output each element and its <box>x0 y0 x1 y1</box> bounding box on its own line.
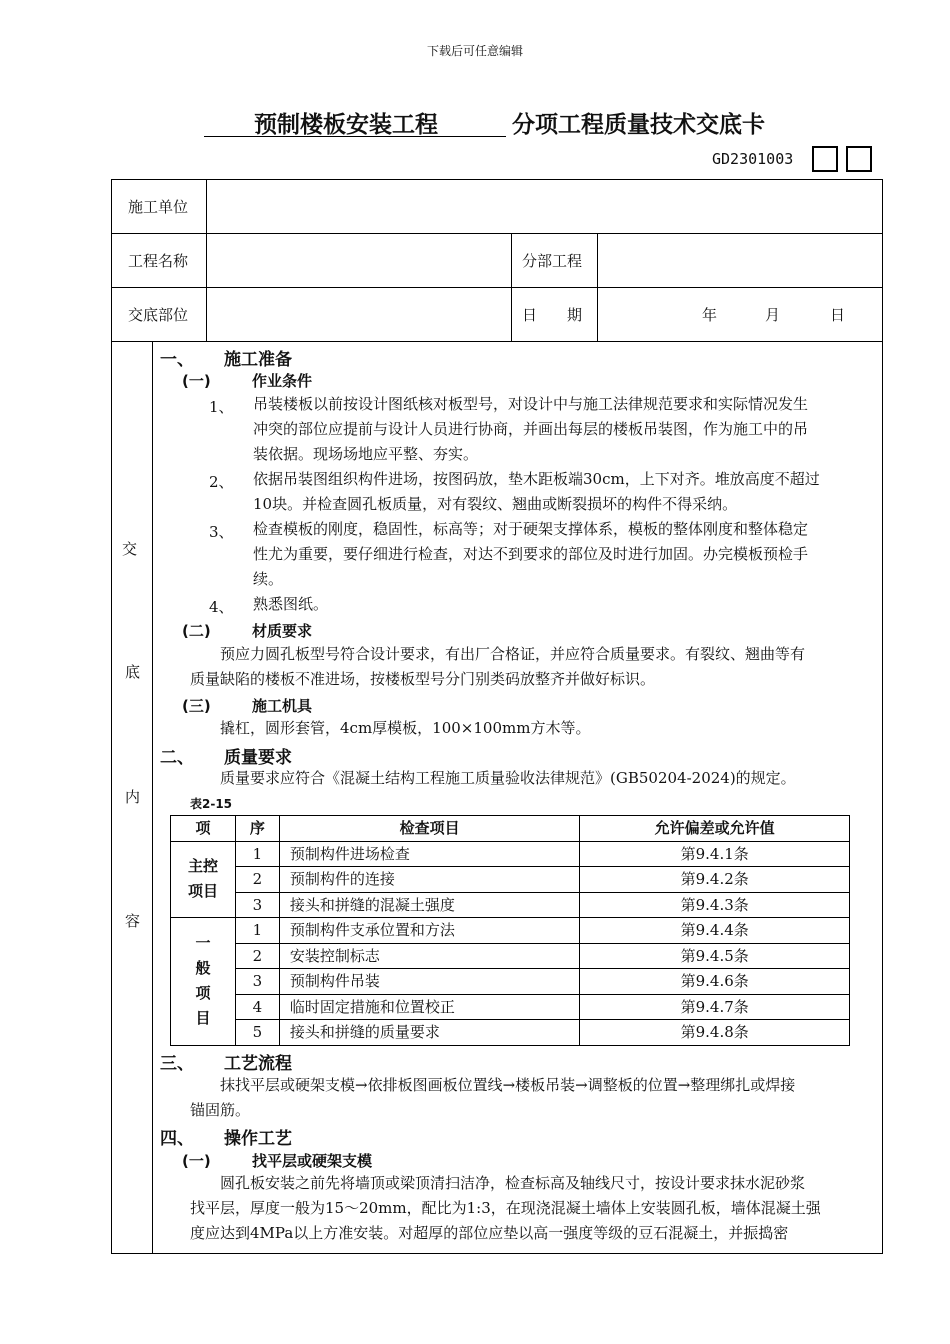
text-line: 撬杠，圆形套管，4cm厚模板，100×100mm方木等。 <box>220 719 591 737</box>
paragraph <box>220 716 875 741</box>
text-line: 锚固筋。 <box>190 1101 251 1119</box>
divider <box>152 341 153 1254</box>
table-row <box>171 1020 850 1046</box>
table-row <box>171 943 850 969</box>
section-title: 操作工艺 <box>224 1129 292 1149</box>
table-row <box>171 994 850 1020</box>
title-underline <box>204 106 506 137</box>
text-line: 熟悉图纸。 <box>253 595 329 613</box>
checkbox-1[interactable] <box>812 146 838 172</box>
list-item <box>253 467 875 517</box>
seq-cell: 3 <box>235 969 279 995</box>
table-row <box>171 969 850 995</box>
item-cell: 安装控制标志 <box>279 943 580 969</box>
title-part2: 分项工程质量技术交底卡 <box>512 112 765 138</box>
item-cell: 预制构件进场检查 <box>279 841 580 867</box>
value-cell: 第9.4.5条 <box>580 943 850 969</box>
item-number: 4、 <box>209 598 234 616</box>
date-day: 日 <box>830 306 846 324</box>
list-item <box>253 392 875 467</box>
seq-cell: 1 <box>235 841 279 867</box>
subsection-number: (二) <box>182 622 211 640</box>
seq-cell: 5 <box>235 1020 279 1046</box>
label-location: 交底部位 <box>128 306 189 324</box>
value-cell: 第9.4.4条 <box>580 918 850 944</box>
table-caption: 表2-15 <box>190 797 233 811</box>
subsection-title: 施工机具 <box>252 697 313 715</box>
text-line: 度应达到4MPa以上方准安装。对超厚的部位应垫以高一强度等级的豆石混凝土，并振捣密 <box>190 1224 789 1242</box>
category-main: 主控 项目 <box>171 841 236 918</box>
value-cell: 第9.4.6条 <box>580 969 850 995</box>
list-item <box>253 592 875 617</box>
divider <box>206 179 207 341</box>
paragraph <box>190 1171 875 1246</box>
seq-cell: 2 <box>235 943 279 969</box>
side-label-char: 底 <box>125 663 141 681</box>
table-row <box>171 918 850 944</box>
divider <box>111 341 883 342</box>
section-number: 二、 <box>160 748 194 768</box>
label-project: 工程名称 <box>128 252 189 270</box>
section-title: 工艺流程 <box>224 1054 292 1074</box>
seq-cell: 1 <box>235 918 279 944</box>
value-cell: 第9.4.3条 <box>580 892 850 918</box>
item-cell: 预制构件吊装 <box>279 969 580 995</box>
table-header: 允许偏差或允许值 <box>580 816 850 842</box>
table-header-row <box>171 816 850 842</box>
checkbox-2[interactable] <box>846 146 872 172</box>
section-number: 四、 <box>160 1129 194 1149</box>
value-cell: 第9.4.8条 <box>580 1020 850 1046</box>
text-line: 吊装楼板以前按设计图纸核对板型号，对设计中与施工法律规范要求和实际情况发生 <box>253 395 809 413</box>
section-number: 三、 <box>160 1054 194 1074</box>
text-line: 预应力圆孔板型号符合设计要求，有出厂合格证，并应符合质量要求。有裂纹、翘曲等有 <box>220 645 806 663</box>
paragraph <box>190 642 875 692</box>
subsection-title: 材质要求 <box>252 622 313 640</box>
table-header: 项 <box>171 816 236 842</box>
header-note: 下载后可任意编辑 <box>426 44 523 58</box>
item-cell: 预制构件支承位置和方法 <box>279 918 580 944</box>
text-line: 性尤为重要，要仔细进行检查，对达不到要求的部位及时进行加固。办完模板预检手 <box>253 545 809 563</box>
document-code: GD2301003 <box>712 150 794 168</box>
item-cell: 预制构件的连接 <box>279 867 580 893</box>
subsection-number: (一) <box>182 1152 211 1170</box>
seq-cell: 4 <box>235 994 279 1020</box>
value-cell: 第9.4.2条 <box>580 867 850 893</box>
item-number: 3、 <box>209 523 234 541</box>
table-row <box>171 892 850 918</box>
section-title: 施工准备 <box>224 350 292 370</box>
text-line: 圆孔板安装之前先将墙顶或梁顶清扫洁净，检查标高及轴线尺寸，按设计要求抹水泥砂浆 <box>220 1174 806 1192</box>
subsection-title: 找平层或硬架支模 <box>252 1152 373 1170</box>
value-cell: 第9.4.1条 <box>580 841 850 867</box>
list-item <box>253 517 875 592</box>
label-date: 日 期 <box>522 306 583 324</box>
value-cell: 第9.4.7条 <box>580 994 850 1020</box>
subsection-number: (三) <box>182 697 211 715</box>
text-line: 装依据。现场场地应平整、夯实。 <box>253 445 479 463</box>
divider <box>111 233 883 234</box>
section-title: 质量要求 <box>224 748 292 768</box>
side-label-char: 容 <box>125 912 141 930</box>
table-header: 序 <box>235 816 279 842</box>
text-line: 质量缺陷的楼板不准进场，按楼板型号分门别类码放整齐并做好标识。 <box>190 670 656 688</box>
divider <box>597 233 598 341</box>
table-row <box>171 867 850 893</box>
item-cell: 接头和拼缝的质量要求 <box>279 1020 580 1046</box>
text-line: 10块。并检查圆孔板质量，对有裂纹、翘曲或断裂损坏的构件不得采纳。 <box>253 495 738 513</box>
divider <box>111 287 883 288</box>
label-unit: 施工单位 <box>128 198 189 216</box>
text-line: 抹找平层或硬架支模→依排板图画板位置线→楼板吊装→调整板的位置→整理绑扎或焊接 <box>220 1076 796 1094</box>
title-part1: 预制楼板安装工程 <box>254 112 438 138</box>
quality-table <box>170 815 850 1046</box>
date-year: 年 <box>702 306 718 324</box>
text-line: 续。 <box>253 570 284 588</box>
item-cell: 接头和拼缝的混凝土强度 <box>279 892 580 918</box>
label-subproject: 分部工程 <box>522 252 583 270</box>
date-month: 月 <box>765 306 781 324</box>
item-number: 2、 <box>209 473 234 491</box>
text-line: 检查模板的刚度，稳固性，标高等；对于硬架支撑体系，模板的整体刚度和整体稳定 <box>253 520 809 538</box>
page-title <box>0 106 950 142</box>
subsection-title: 作业条件 <box>252 372 313 390</box>
paragraph <box>220 766 875 791</box>
text-line: 依据吊装图组织构件进场，按图码放，垫木距板端30cm，上下对齐。堆放高度不超过 <box>253 470 820 488</box>
paragraph <box>190 1073 875 1123</box>
text-line: 冲突的部位应提前与设计人员进行协商，并画出每层的楼板吊装图，作为施工中的吊 <box>253 420 809 438</box>
table-header: 检查项目 <box>279 816 580 842</box>
category-general: 一 般 项 目 <box>171 918 236 1046</box>
text-line: 质量要求应符合《混凝土结构工程施工质量验收法律规范》(GB50204-2024)的规定。 <box>220 769 796 787</box>
item-number: 1、 <box>209 398 234 416</box>
table-row <box>171 841 850 867</box>
side-label-char: 交 <box>122 540 138 558</box>
seq-cell: 2 <box>235 867 279 893</box>
text-line: 找平层，厚度一般为15～20mm，配比为1:3，在现浇混凝土墙体上安装圆孔板，墙体混凝土强 <box>190 1199 821 1217</box>
side-label-char: 内 <box>125 788 141 806</box>
divider <box>511 233 512 341</box>
section-number: 一、 <box>160 350 194 370</box>
item-cell: 临时固定措施和位置校正 <box>279 994 580 1020</box>
seq-cell: 3 <box>235 892 279 918</box>
subsection-number: (一) <box>182 372 211 390</box>
